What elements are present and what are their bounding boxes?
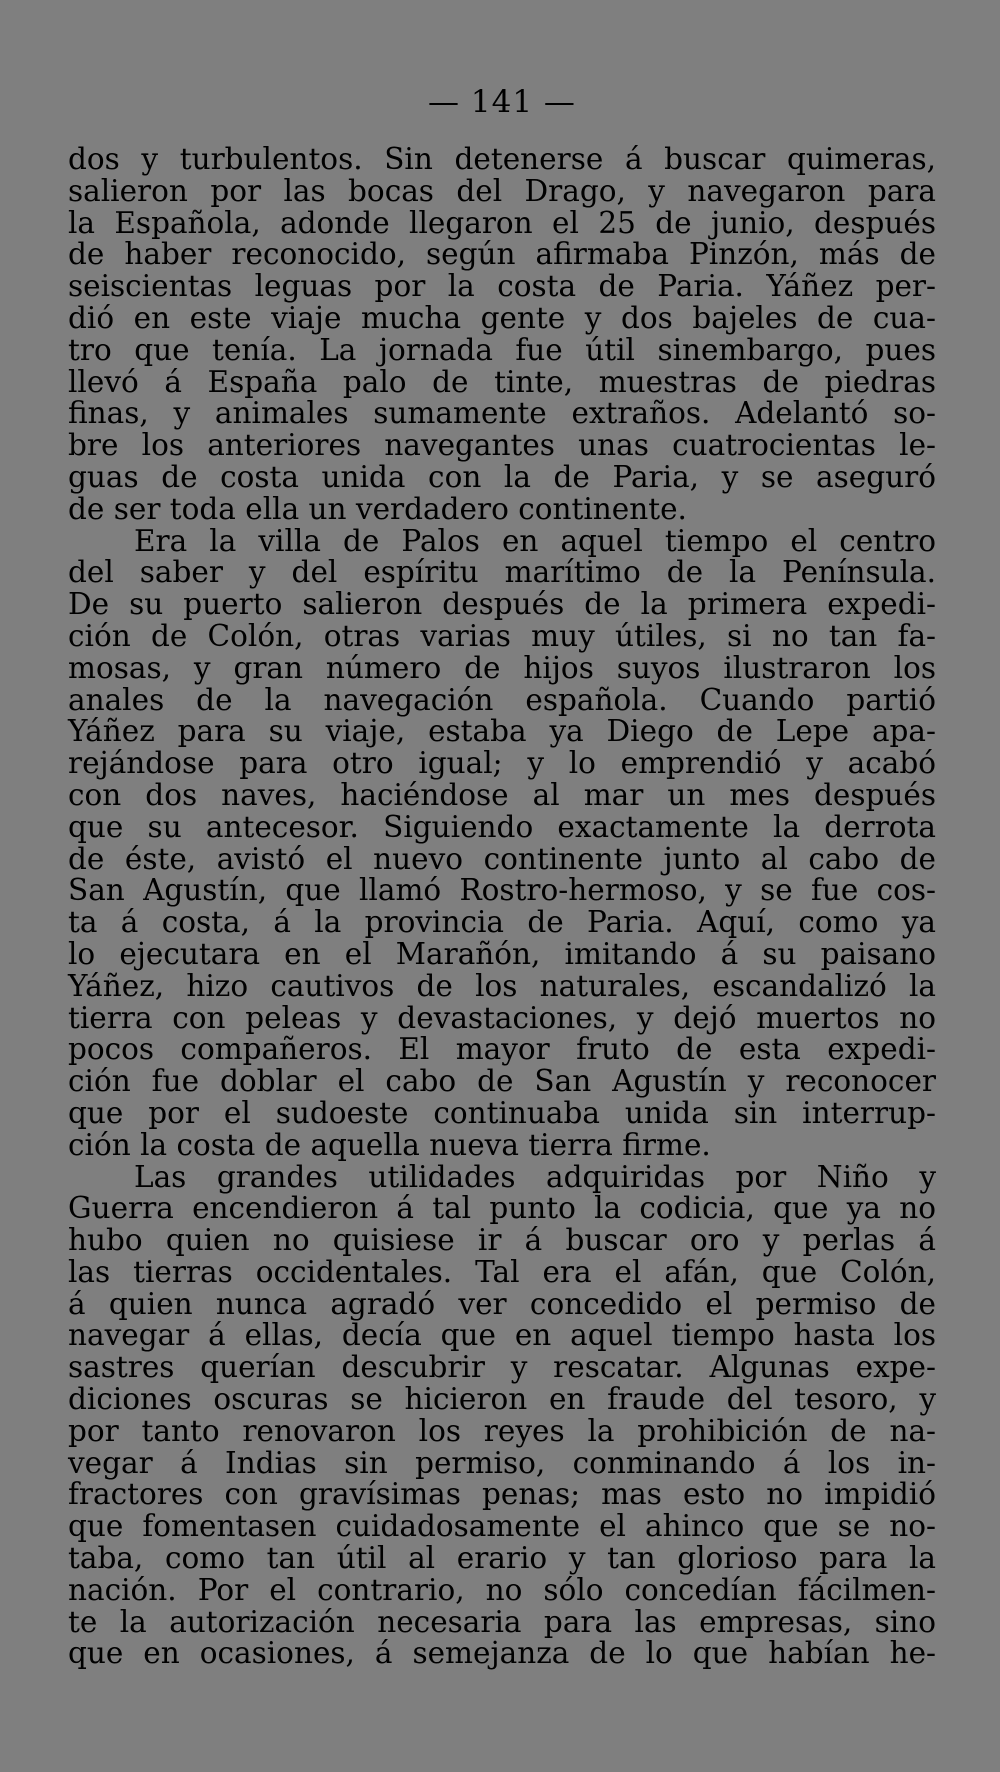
text-line: tierra con peleas y devastaciones, y dejó muertos no	[68, 1000, 936, 1035]
text-line: finas, y animales sumamente extraños. Adelantó so-	[68, 396, 936, 431]
body-text	[68, 144, 936, 1670]
text-line: anales de la navegación española. Cuando partió	[68, 682, 936, 717]
text-line: sastres querían descubrir y rescatar. Algunas expe-	[68, 1350, 936, 1385]
text-line: dos y turbulentos. Sin detenerse á buscar quimeras,	[68, 142, 936, 176]
text-line: mosas, y gran número de hijos suyos ilustraron los	[68, 650, 936, 685]
text-line: ción la costa de aquella nueva tierra firme.	[68, 1127, 711, 1162]
text-line: que fomentasen cuidadosamente el ahinco que se no-	[68, 1509, 936, 1544]
text-line: Yáñez, hizo cautivos de los naturales, escandalizó la	[68, 968, 936, 1003]
text-line: hubo quien no quisiese ir á buscar oro y perlas á	[68, 1223, 936, 1258]
text-line: nación. Por el contrario, no sólo concedían fácilmen-	[68, 1572, 936, 1607]
text-line: salieron por las bocas del Drago, y navegaron para	[68, 173, 936, 208]
text-line: Las grandes utilidades adquiridas por Niño y	[134, 1159, 936, 1194]
text-line: Era la villa de Palos en aquel tiempo el centro	[134, 523, 936, 558]
text-line: de ser toda ella un verdadero continente.	[68, 491, 687, 526]
text-line: que en ocasiones, á semejanza de lo que habían he-	[68, 1636, 936, 1671]
text-line: del saber y del espíritu marítimo de la Península.	[68, 555, 936, 590]
text-line: las tierras occidentales. Tal era el afán, que Colón,	[68, 1254, 936, 1289]
text-line: fractores con gravísimas penas; mas esto no impidió	[68, 1477, 936, 1512]
text-line: taba, como tan útil al erario y tan glorioso para la	[68, 1541, 936, 1576]
text-line: que su antecesor. Siguiendo exactamente la derrota	[68, 809, 936, 844]
text-line: pocos compañeros. El mayor fruto de esta expedi-	[68, 1032, 936, 1067]
text-line: que por el sudoeste continuaba unida sin interrup-	[68, 1095, 936, 1130]
text-line: ta á costa, á la provincia de Paria. Aquí, como ya	[68, 905, 936, 940]
text-line: tro que tenía. La jornada fue útil sinembargo, pues	[68, 332, 936, 367]
text-line: te la autorización necesaria para las empresas, sino	[68, 1604, 936, 1639]
text-line: rejándose para otro igual; y lo emprendió y acabó	[68, 746, 936, 781]
text-line: de éste, avistó el nuevo continente junto al cabo de	[68, 841, 936, 876]
text-line: bre los anteriores navegantes unas cuatrocientas le-	[68, 428, 936, 463]
text-line: navegar á ellas, decía que en aquel tiempo hasta los	[68, 1318, 936, 1353]
text-line: con dos naves, haciéndose al mar un mes después	[68, 777, 936, 812]
text-line: dió en este viaje mucha gente y dos bajeles de cua-	[68, 300, 936, 335]
text-line: Yáñez para su viaje, estaba ya Diego de Lepe apa-	[68, 714, 936, 749]
text-line: de haber reconocido, según afirmaba Pinzón, más de	[68, 237, 936, 272]
text-line: la Española, adonde llegaron el 25 de junio, después	[68, 205, 936, 240]
text-line: ción de Colón, otras varias muy útiles, si no tan fa-	[68, 618, 936, 653]
text-line: ción fue doblar el cabo de San Agustín y reconocer	[68, 1064, 936, 1099]
text-line: por tanto renovaron los reyes la prohibición de na-	[68, 1413, 936, 1448]
text-line: llevó á España palo de tinte, muestras de piedras	[68, 364, 936, 399]
text-line: guas de costa unida con la de Paria, y se aseguró	[68, 459, 936, 494]
text-line: seiscientas leguas por la costa de Paria. Yáñez per-	[68, 269, 936, 304]
text-line: De su puerto salieron después de la primera expedi-	[68, 587, 936, 622]
text-line: vegar á Indias sin permiso, conminando á los in-	[68, 1445, 936, 1480]
text-line: Guerra encendieron á tal punto la codicia, que ya no	[68, 1191, 936, 1226]
text-line: á quien nunca agradó ver concedido el permiso de	[68, 1286, 936, 1321]
text-line: diciones oscuras se hicieron en fraude del tesoro, y	[68, 1382, 936, 1417]
book-page	[68, 82, 936, 1670]
page-number: — 141 —	[428, 84, 576, 120]
text-line: San Agustín, que llamó Rostro-hermoso, y se fue cos-	[68, 873, 936, 908]
text-line: lo ejecutara en el Marañón, imitando á su paisano	[68, 936, 936, 971]
